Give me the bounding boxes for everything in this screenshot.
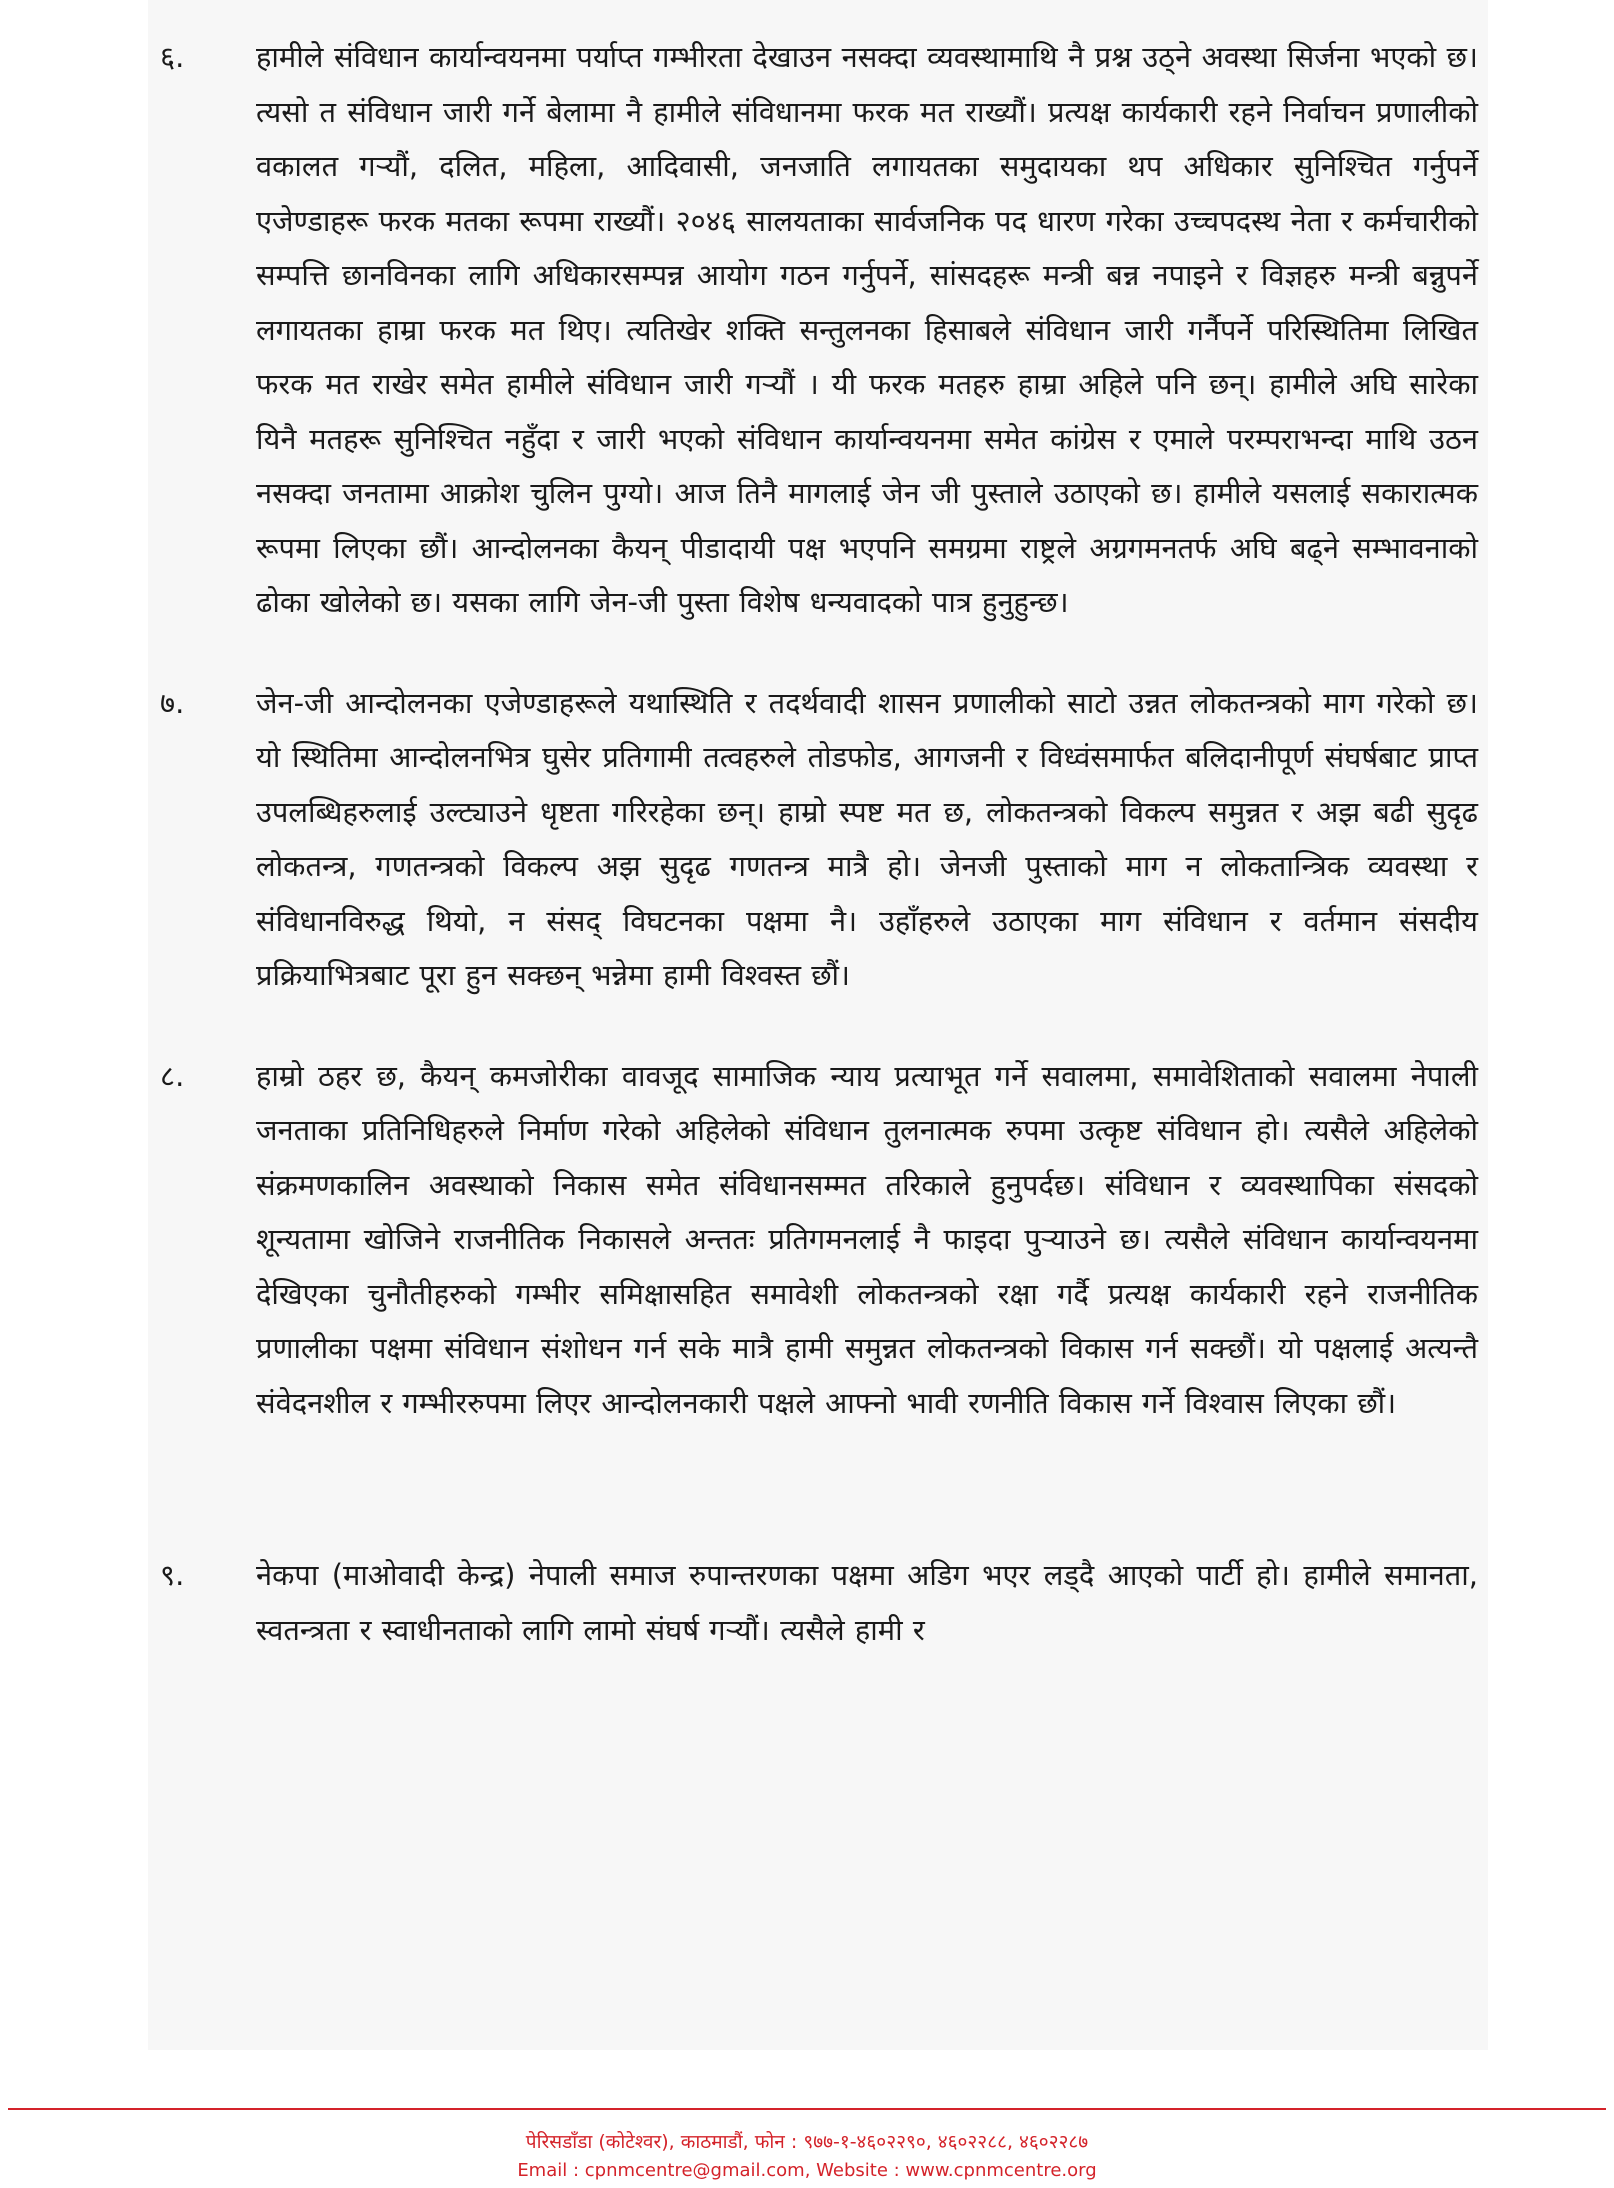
paragraph-number: ८. [160,1058,185,1093]
paragraph-number: ७. [160,685,185,720]
footer-address: पेरिसडाँडा (कोटेश्वर), काठमाडौं, फोन : ९७७-१-४६०२२९०, ४६०२२८८, ४६०२२८७ [525,2131,1089,2153]
paragraph-9 [160,1548,1490,1657]
paragraph-number: ९. [160,1558,185,1592]
document-body [160,30,1490,1657]
paragraph-text: जेन-जी आन्दोलनका एजेण्डाहरूले यथास्थिति र तदर्थवादी शासन प्रणालीको साटो उन्नत लोकतन्त्रको माग गरेको छ। यो स्थितिमा आन्दोलनभित्र घुसेर प्रतिगामी तत्वहरुले तोडफोड, आगजनी र विध्वंसमार्फत बलिदानीपूर्ण संघर्षबाट प्राप्त उपलब्धिहरुलाई उल्ट्याउने धृष्टता गरिरहेका छन्। हाम्रो स्पष्ट मत छ, लोकतन्त्रको विकल्प समुन्नत र अझ बढी सुदृढ लोकतन्त्र, गणतन्त्रको विकल्प अझ सुदृढ गणतन्त्र मात्रै हो। जेनजी पुस्ताको माग न लोकतान्त्रिक व्यवस्था र संविधानविरुद्ध थियो, न संसद् विघटनका पक्षमा नै। उहाँहरुले उठाएका माग संविधान र वर्तमान संसदीय प्रक्रियाभित्रबाट पूरा हुन सक्छन् भन्नेमा हामी विश्वस्त छौं। [256,685,1478,992]
paragraph-8 [160,1049,1490,1431]
paragraph-text: हामीले संविधान कार्यान्वयनमा पर्याप्त गम्भीरता देखाउन नसक्दा व्यवस्थामाथि नै प्रश्न उठ्ने अवस्था सिर्जना भएको छ। त्यसो त संविधान जारी गर्ने बेलामा नै हामीले संविधानमा फरक मत राख्यौं। प्रत्यक्ष कार्यकारी रहने निर्वाचन प्रणालीको वकालत गर्‍यौं, दलित, महिला, आदिवासी, जनजाति लगायतका समुदायका थप अधिकार सुनिश्चित गर्नुपर्ने एजेण्डाहरू फरक मतका रूपमा राख्यौं। २०४६ सालयताका सार्वजनिक पद धारण गरेका उच्चपदस्थ नेता र कर्मचारीको सम्पत्ति छानविनका लागि अधिकारसम्पन्न आयोग गठन गर्नुपर्ने, सांसदहरू मन्त्री बन्न नपाइने र विज्ञहरु मन्त्री बन्नुपर्ने लगायतका हाम्रा फरक मत थिए। त्यतिखेर शक्ति सन्तुलनका हिसाबले संविधान जारी गर्नैपर्ने परिस्थितिमा लिखित फरक मत राखेर समेत हामीले संविधान जारी गर्‍यौं । यी फरक मतहरु हाम्रा अहिले पनि छन्। हामीले अघि सारेका यिनै मतहरू सुनिश्चित नहुँदा र जारी भएको संविधान कार्यान्वयनमा समेत कांग्रेस र एमाले परम्पराभन्दा माथि उठन नसक्दा जनतामा आक्रोश चुलिन पुग्यो। आज तिनै मागलाई जेन जी पुस्ताले उठाएको छ। हामीले यसलाई सकारात्मक रूपमा लिएका छौं। आन्दोलनका कैयन् पीडादायी पक्ष भएपनि समग्रमा राष्ट्रले अग्रगमनतर्फ अघि बढ्ने सम्भावनाको ढोका खोलेको छ। यसका लागि जेन-जी पुस्ता विशेष धन्यवादको पात्र हुनुहुन्छ। [256,40,1478,619]
paragraph-number: ६. [160,40,185,74]
paragraph-6 [160,30,1490,630]
paragraph-7 [160,676,1490,1003]
footer-contact: Email : cpnmcentre@gmail.com, Website : www.cpnmcentre.org [517,2160,1097,2181]
paragraph-text: नेकपा (माओवादी केन्द्र) नेपाली समाज रुपान्तरणका पक्षमा अडिग भएर लड्दै आएको पार्टी हो। हामीले समानता, स्वतन्त्रता र स्वाधीनताको लागि लामो संघर्ष गर्‍यौं। त्यसैले हामी र [256,1558,1478,1647]
paragraph-text: हाम्रो ठहर छ, कैयन् कमजोरीका वावजूद सामाजिक न्याय प्रत्याभूत गर्ने सवालमा, समावेशिताको सवालमा नेपाली जनताका प्रतिनिधिहरुले निर्माण गरेको अहिलेको संविधान तुलनात्मक रुपमा उत्कृष्ट संविधान हो। त्यसैले अहिलेको संक्रमणकालिन अवस्थाको निकास समेत संविधानसम्मत तरिकाले हुनुपर्दछ। संविधान र व्यवस्थापिका संसदको शून्यतामा खोजिने राजनीतिक निकासले अन्ततः प्रतिगमनलाई नै फाइदा पुर्‍याउने छ। त्यसैले संविधान कार्यान्वयनमा देखिएका चुनौतीहरुको गम्भीर समिक्षासहित समावेशी लोकतन्त्रको रक्षा गर्दै प्रत्यक्ष कार्यकारी रहने राजनीतिक प्रणालीका पक्षमा संविधान संशोधन गर्न सके मात्रै हामी समुन्नत लोकतन्त्रको विकास गर्न सक्छौं। यो पक्षलाई अत्यन्तै संवेदनशील र गम्भीररुपमा लिएर आन्दोलनकारी पक्षले आफ्नो भावी रणनीति विकास गर्ने विश्वास लिएका छौं। [256,1058,1478,1420]
footer-divider [8,2108,1606,2110]
